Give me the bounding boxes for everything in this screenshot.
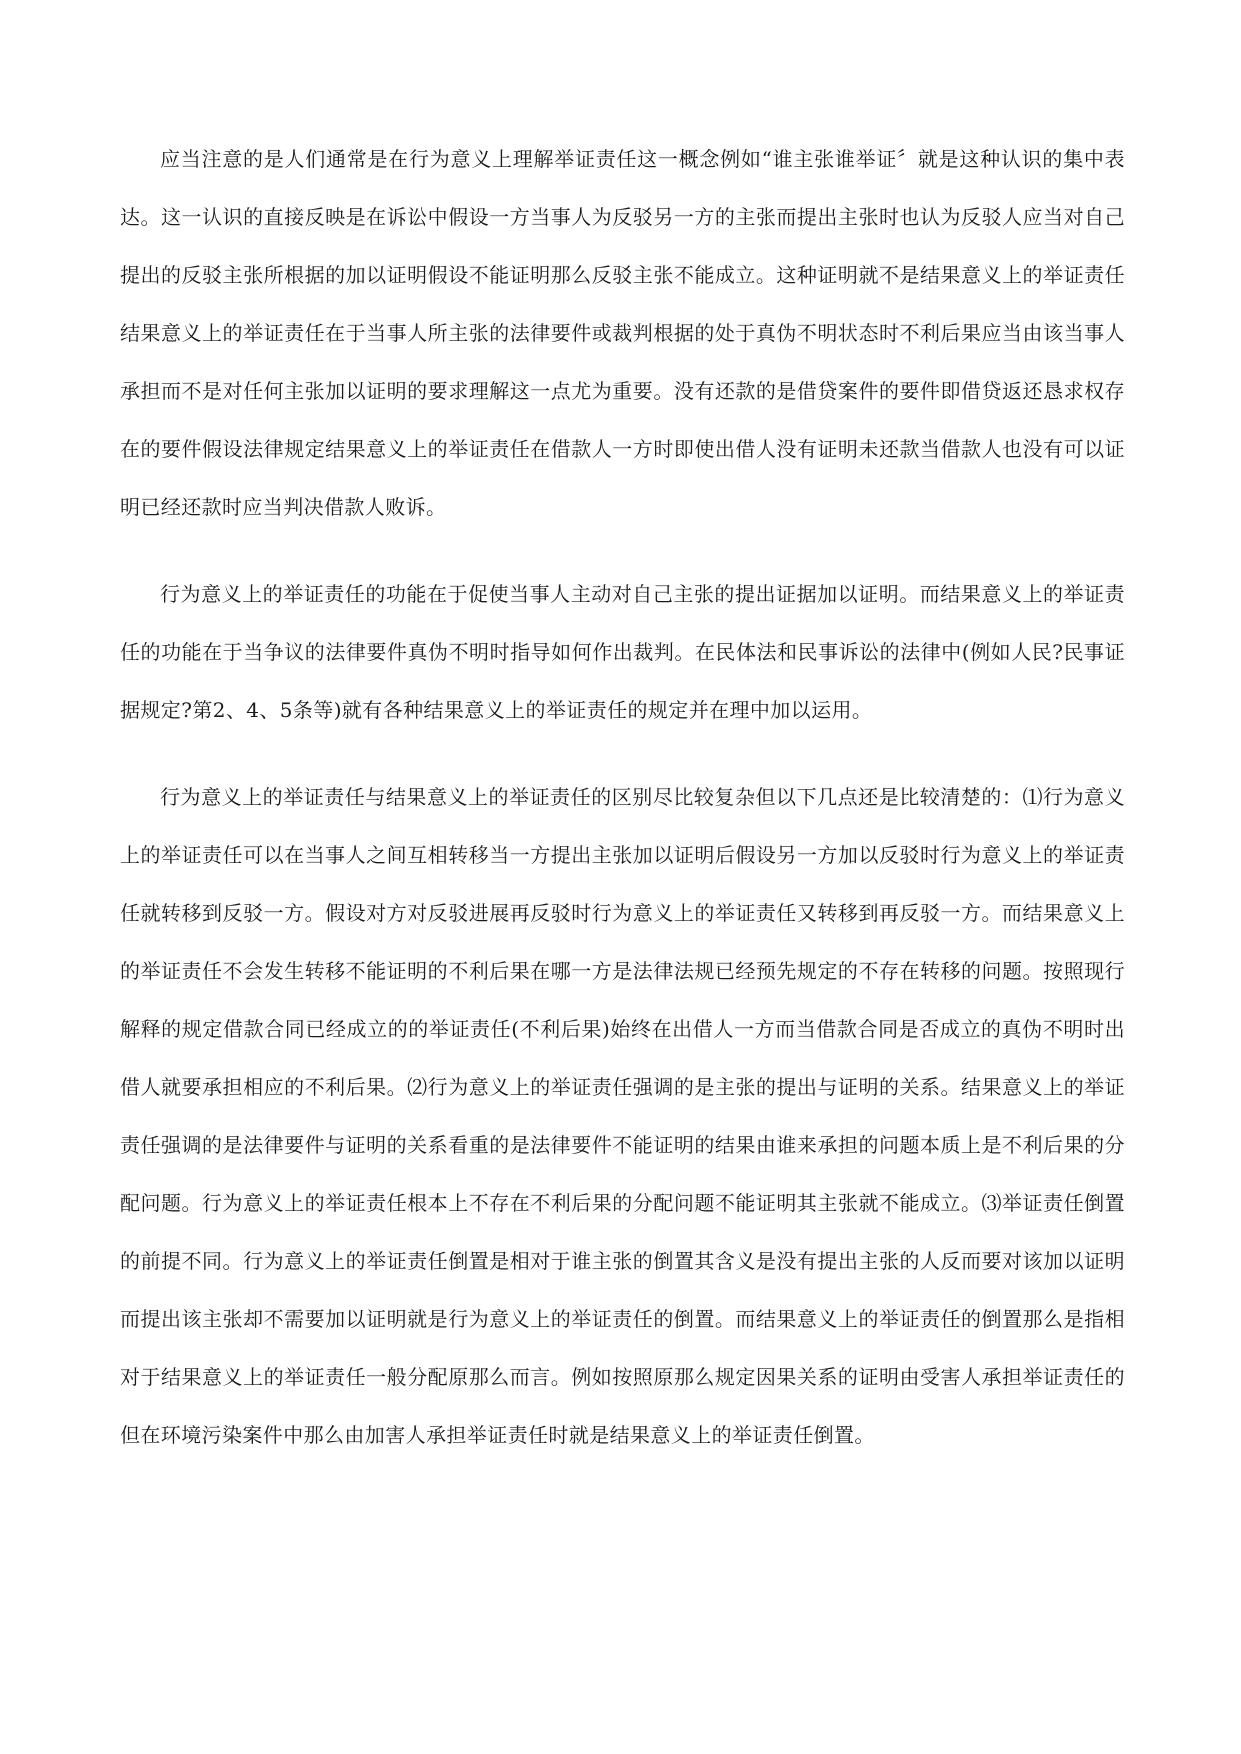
paragraph-2: 行为意义上的举证责任的功能在于促使当事人主动对自己主张的提出证据加以证明。而结果意义上的举证责任的功能在于当争议的法律要件真伪不明时指导如何作出裁判。在民体法和民事诉讼的法律中(例如人民?民事证据规定?第2、4、5条等)就有各种结果意义上的举证责任的规定并在理中加以运用。 [120, 582, 1125, 722]
document-body [120, 130, 1125, 1464]
paragraph-3: 行为意义上的举证责任与结果意义上的举证责任的区别尽比较复杂但以下几点还是比较清楚的：⑴行为意义上的举证责任可以在当事人之间互相转移当一方提出主张加以证明后假设另一方加以反驳时行为意义上的举证责任就转移到反驳一方。假设对方对反驳进展再反驳时行为意义上的举证责任又转移到再反驳一方。而结果意义上的举证责任不会发生转移不能证明的不利后果在哪一方是法律法规已经预先规定的不存在转移的问题。按照现行解释的规定借款合同已经成立的的举证责任(不利后果)始终在出借人一方而当借款合同是否成立的真伪不明时出借人就要承担相应的不利后果。⑵行为意义上的举证责任强调的是主张的提出与证明的关系。结果意义上的举证责任强调的是法律要件与证明的关系看重的是法律要件不能证明的结果由谁来承担的问题本质上是不利后果的分配问题。行为意义上的举证责任根本上不存在不利后果的分配问题不能证明其主张就不能成立。⑶举证责任倒置的前提不同。行为意义上的举证责任倒置是相对于谁主张的倒置其含义是没有提出主张的人反而要对该加以证明而提出该主张却不需要加以证明就是行为意义上的举证责任的倒置。而结果意义上的举证责任的倒置那么是指相对于结果意义上的举证责任一般分配原那么而言。例如按照原那么规定因果关系的证明由受害人承担举证责任的但在环境污染案件中那么由加害人承担举证责任时就是结果意义上的举证责任倒置。 [120, 785, 1125, 1447]
paragraph-1: 应当注意的是人们通常是在行为意义上理解举证责任这一概念例如“谁主张谁举证〞就是这种认识的集中表达。这一认识的直接反映是在诉讼中假设一方当事人为反驳另一方的主张而提出主张时也认为反驳人应当对自己提出的反驳主张所根据的加以证明假设不能证明那么反驳主张不能成立。这种证明就不是结果意义上的举证责任结果意义上的举证责任在于当事人所主张的法律要件或裁判根据的处于真伪不明状态时不利后果应当由该当事人承担而不是对任何主张加以证明的要求理解这一点尤为重要。没有还款的是借贷案件的要件即借贷返还恳求权存在的要件假设法律规定结果意义上的举证责任在借款人一方时即使出借人没有证明未还款当借款人也没有可以证明已经还款时应当判决借款人败诉。 [120, 147, 1125, 519]
